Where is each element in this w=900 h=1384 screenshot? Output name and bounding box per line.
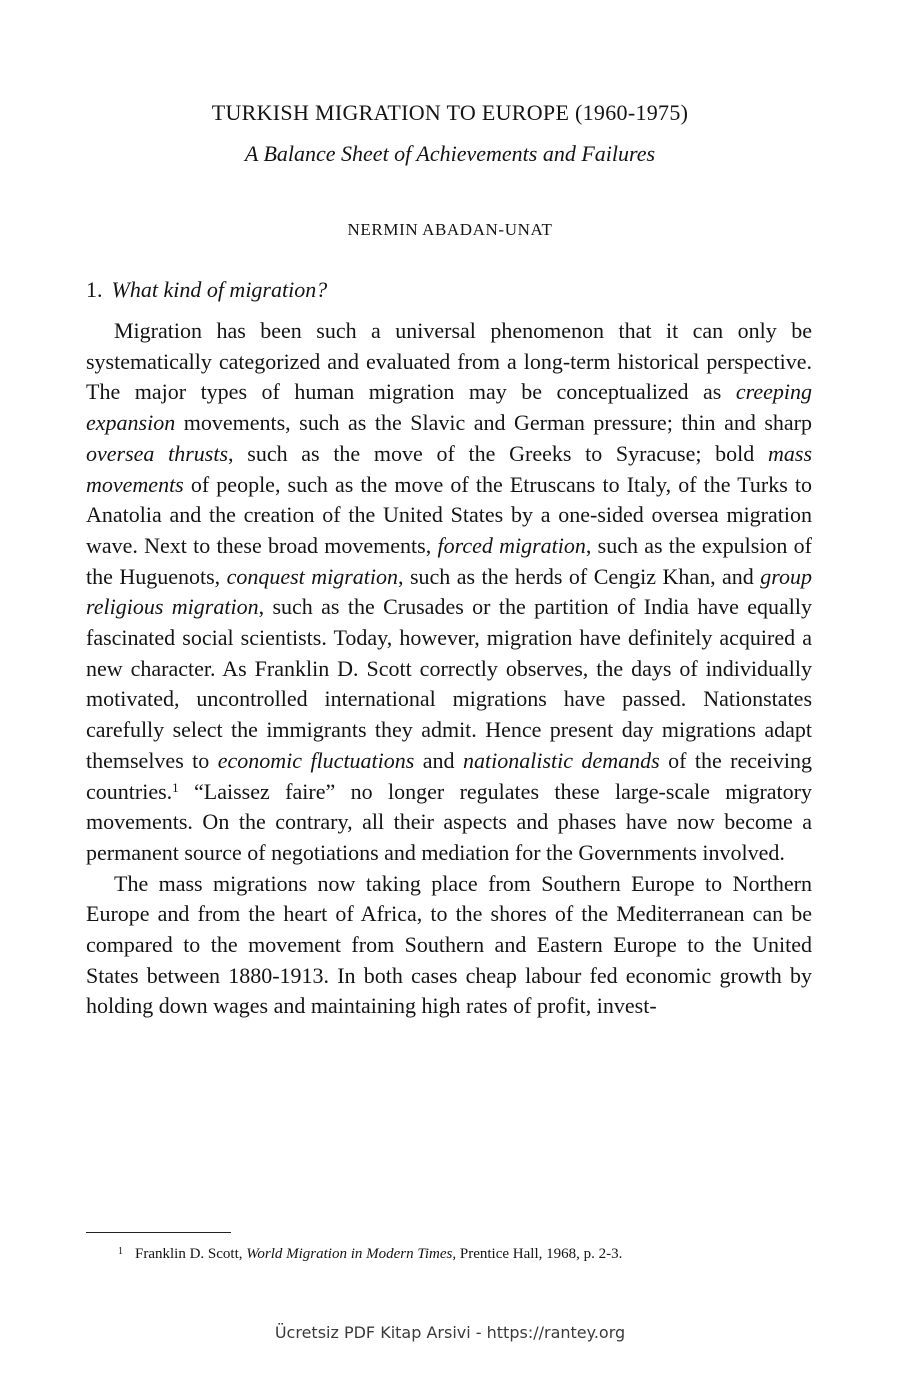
footnote-work-title: World Migration in Modern Times,: [246, 1246, 457, 1262]
paragraph-1: [86, 316, 812, 869]
article-title: TURKISH MIGRATION TO EUROPE (1960-1975): [211, 100, 689, 125]
p1-emphasis: economic fluctuations: [217, 747, 415, 773]
footnote-mark: 1: [118, 1246, 123, 1257]
p1-text: and: [414, 747, 463, 773]
p1-text: , such as the herds of Cengiz Khan, and: [398, 563, 761, 589]
p1-emphasis: oversea thrusts: [86, 440, 229, 466]
footnote-reference[interactable]: 1: [172, 779, 179, 795]
p1-emphasis: conquest migration: [226, 563, 399, 589]
footnote-divider: [86, 1232, 231, 1233]
watermark-text: Ücretsiz PDF Kitap Arsivi - https://rantey.org: [274, 1323, 626, 1342]
p1-text: movements, such as the Slavic and German pressure; thin and sharp: [175, 410, 812, 436]
footnote: [118, 1242, 828, 1264]
p1-emphasis: mass movements: [86, 440, 813, 497]
section-heading: [86, 277, 327, 303]
p1-emphasis: forced migration: [437, 532, 586, 558]
p1-text: of the receiving countries.: [86, 747, 813, 804]
article-author: NERMIN ABADAN-UNAT: [347, 220, 553, 239]
p1-text: , such as the Crusades or the partition of India have equally fascinated social scientists. Today, however, migration have definitely acquired a new character. As Franklin D. Scott correctly observes, the days of individually motivated, uncontrolled international migrations have passed. Nationstates carefully select the immigrants they admit. Hence present day migrations adapt themselves to: [86, 594, 812, 773]
section-title: What kind of migration?: [111, 277, 328, 302]
p1-emphasis: nationalistic demands: [463, 747, 660, 773]
p1-emphasis: creeping expansion: [86, 379, 812, 436]
section-number: 1.: [86, 277, 103, 302]
p1-text: “Laissez faire” no longer regulates these large-scale migratory movements. On the contrary, all their aspects and phases have now become a permanent source of negotiations and mediation for the Governments involved.: [86, 778, 812, 865]
p1-emphasis: group religious migration: [86, 563, 812, 620]
article-subtitle: A Balance Sheet of Achievements and Failures: [244, 141, 656, 166]
article-body: [86, 316, 812, 1022]
paragraph-2: The mass migrations now taking place from Southern Europe to Northern Europe and from the heart of Africa, to the shores of the Mediterranean can be compared to the movement from Southern and Eastern Europe to the United States between 1880-1913. In both cases cheap labour fed economic growth by holding down wages and maintaining high rates of profit, invest-: [86, 870, 812, 1019]
p1-text: , such as the move of the Greeks to Syracuse; bold: [228, 440, 768, 466]
footnote-author: Franklin D. Scott,: [135, 1246, 247, 1262]
p1-text: Migration has been such a universal phenomenon that it can only be systematically categorized and evaluated from a long-term historical perspective. The major types of human migration may be conceptualized as: [86, 318, 812, 405]
footnote-publication: Prentice Hall, 1968, p. 2-3.: [456, 1246, 623, 1262]
p1-text: , such as the expulsion of the Huguenots,: [86, 532, 813, 589]
p1-text: of people, such as the move of the Etruscans to Italy, of the Turks to Anatolia and the creation of the United States by a one-sided oversea migration wave. Next to these broad movements,: [86, 471, 812, 558]
